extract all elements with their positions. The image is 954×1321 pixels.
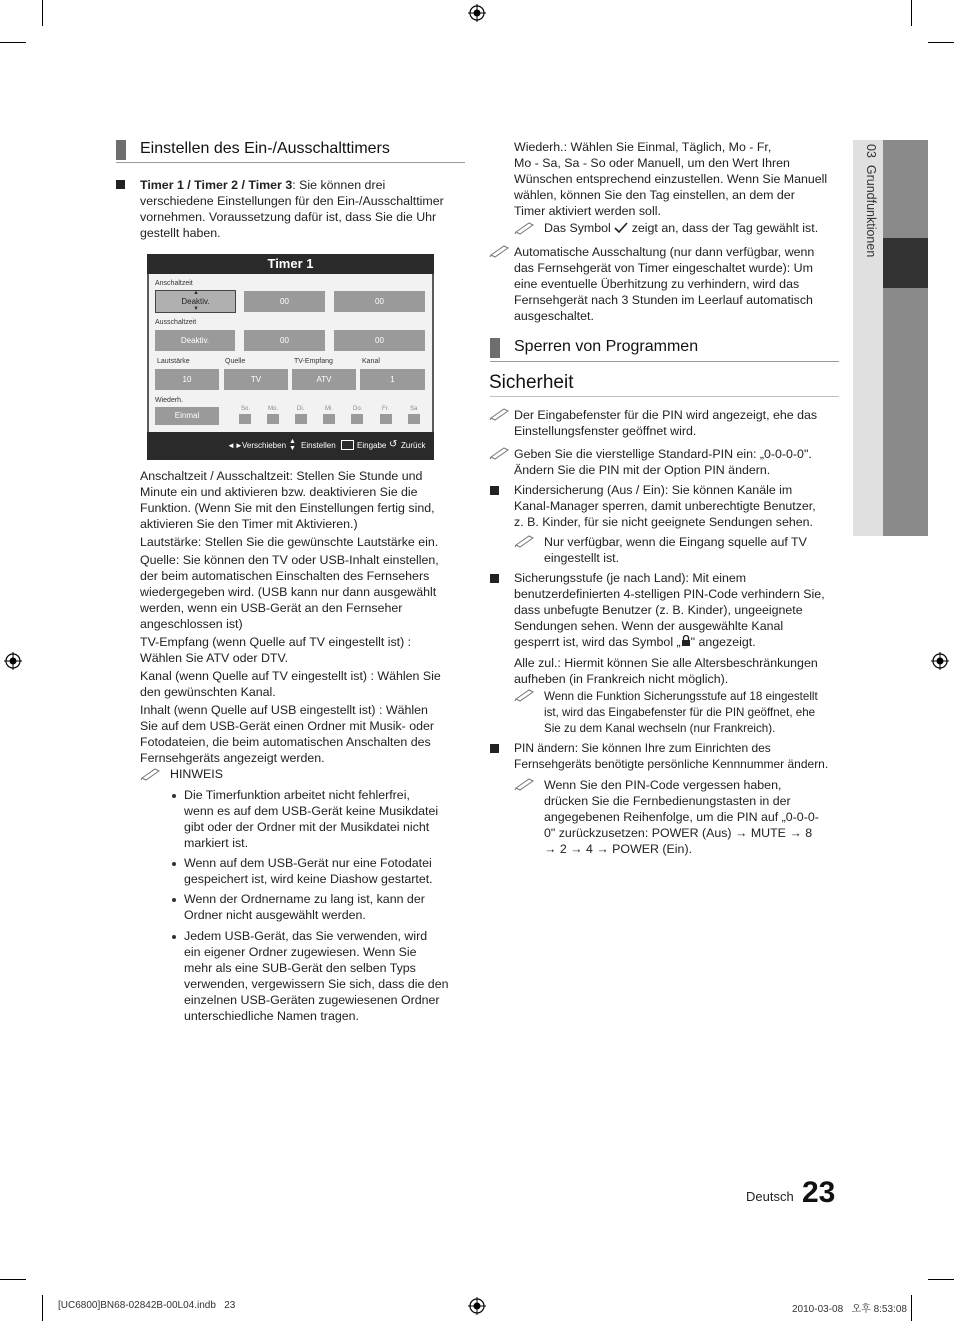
change-pin-item: PIN ändern: Sie können Ihre zum Einrichten des Fernsehgeräts benötigte persönliche Kennnummer ändern. — [514, 741, 829, 771]
channel-field[interactable]: 1 — [360, 369, 425, 390]
note-item: Die Timerfunktion arbeitet nicht fehlerfrei, wenn es auf dem USB-Gerät keine Musikdatei gibt oder der Ordner mit der Musikdatei nicht markiert ist. — [184, 788, 439, 850]
arrow-down-icon: ▼ — [193, 306, 199, 312]
hinweis-label: HINWEIS — [170, 767, 224, 781]
day-checkbox[interactable] — [351, 414, 363, 424]
bullet-dot-icon — [172, 935, 176, 939]
footer-language: Deutsch — [746, 1189, 794, 1204]
crop-mark — [0, 1279, 26, 1280]
screen-body: Anschaltzeit Deaktiv. ▲ ▼ 00 00 Ausschaltzeit Deaktiv. 00 00 Lautstärke Quelle TV-Empfang Kanal 10 TV ATV 1 Wiederh. Einmal So. Mo. Di. Mi. Do. Fr. Sa — [149, 274, 432, 432]
note-pencil-icon — [489, 444, 511, 460]
crop-mark — [911, 0, 912, 26]
on-state-select[interactable]: Deaktiv. ▲ ▼ — [155, 290, 236, 313]
crop-mark — [928, 42, 954, 43]
timer-intro: Timer 1 / Timer 2 / Timer 3: Sie können drei verschiedene Einstellungen für den Ein-/Ausschalttimer vornehmen. Voraussetzung dafür ist, dass Sie die Uhr gestellt haben. — [140, 178, 444, 240]
timer-screen — [147, 254, 434, 460]
note-pencil-icon — [140, 765, 162, 781]
child-lock-item: Kindersicherung (Aus / Ein): Sie können Kanäle im Kanal-Manager sperren, damit unberechtigte Benutzer, z. B. Kinder, für sie nicht geeignete Sendungen sehen. — [514, 483, 816, 529]
bullet-square-icon — [116, 180, 125, 189]
section-heading-lock: Sperren von Programmen — [514, 338, 699, 355]
day-checkbox[interactable] — [239, 414, 251, 424]
arrow-up-icon: ▲ — [193, 290, 199, 296]
enter-icon — [341, 440, 354, 450]
day-checkbox[interactable] — [295, 414, 307, 424]
note-pencil-icon — [514, 219, 536, 235]
off-state-select[interactable]: Deaktiv. — [155, 330, 235, 351]
print-file-info: [UC6800]BN68-02842B-00L04.indb 23 — [58, 1300, 236, 1311]
day-checkbox[interactable] — [380, 414, 392, 424]
registration-mark-icon — [468, 1297, 486, 1315]
print-date-info: 2010-03-08 오후 8:53:08 — [792, 1304, 907, 1315]
day-checkbox[interactable] — [408, 414, 420, 424]
crop-mark — [42, 0, 43, 26]
lock-icon — [681, 635, 691, 647]
registration-mark-icon — [468, 4, 486, 22]
section-marker — [116, 140, 126, 160]
forgot-pin-note: Wenn Sie den PIN-Code vergessen haben, drücken Sie die Fernbedienungstasten in der angegebenen Reihenfolge, um die PIN auf „0-0-0- 0" zurückzusetzen: POWER (Aus) → MUTE → 8 → 2 → 4 → POWER (Ein). — [544, 778, 819, 856]
off-hour-field[interactable]: 00 — [244, 330, 325, 351]
on-hour-field[interactable]: 00 — [244, 291, 325, 312]
bullet-dot-icon — [172, 794, 176, 798]
section-heading-security: Sicherheit — [489, 372, 574, 393]
checkmark-icon — [614, 222, 628, 233]
timer-settings-description: Anschaltzeit / Ausschaltzeit: Stellen Sie Stunde und Minute ein und aktivieren bzw. deaktivieren Sie die Funktion. (Wenn Sie mit den Einstellungen fertig sind, aktivieren Sie den Timer mit Aktivieren.) Lautstärke: Stellen Sie die gewünschte Lautstärke ein. Quelle: Sie können den TV oder USB-Inhalt einstellen, der beim automatischen Einschalten des Fernsehers wiedergegeben wird. (USB kann nur dann ausgewählt werden, wenn ein USB-Gerät an den Fernseher angeschlossen ist) TV-Empfang (wenn Quelle auf TV eingestellt ist) : Wählen Sie ATV oder DTV. Kanal (wenn Quelle auf TV eingestellt ist) : Wählen Sie den gewünschten Kanal. Inhalt (wenn Quelle auf USB eingestellt ist) : Wählen Sie auf dem USB-Gerät einen Ordner mit Musik- oder Fotodateien, die beim automatischen Anschalten des Fernsehgeräts angezeigt werden. — [140, 469, 441, 765]
section-marker — [490, 338, 500, 358]
crop-mark — [928, 1279, 954, 1280]
timer-lead: Timer 1 / Timer 2 / Timer 3 — [140, 178, 293, 192]
security-level-item: Sicherungsstufe (je nach Land): Mit einem benutzerdefinierten 4-stelligen PIN-Code verhindern Sie, dass unbefugte Benutzer (z. B. Kinder), ungeeignete Sendungen sehen. Wenn der ausgewählte Kanal gesperrt ist, wird das Symbol „ " angezeigt. Alle zul.: Hiermit können Sie alle Altersbeschränkungen aufheben (in Frankreich nicht möglich). — [514, 571, 825, 686]
repeat-description: Wiederh.: Wählen Sie Einmal, Täglich, Mo - Fr, Mo - Sa, Sa - So oder Manuell, um den Wert Ihren Wünschen entsprechend einzustellen. Wenn Sie Manuell wählen, können Sie den Tag einstellen, an dem der Timer aktiviert werden soll. — [514, 140, 828, 218]
default-pin-note: Geben Sie die vierstellige Standard-PIN ein: „0-0-0-0". Ändern Sie die PIN mit der Option PIN ändern. — [514, 447, 812, 477]
note-pencil-icon — [489, 242, 511, 258]
off-minute-field[interactable]: 00 — [334, 330, 425, 351]
on-minute-field[interactable]: 00 — [334, 291, 425, 312]
bullet-square-icon — [490, 486, 499, 495]
section-rule — [490, 396, 839, 397]
source-field[interactable]: TV — [224, 369, 288, 390]
checkmark-note: Das Symbol zeigt an, dass der Tag gewählt ist. — [544, 221, 819, 235]
section-rule — [490, 361, 839, 362]
bullet-square-icon — [490, 744, 499, 753]
note-item: Wenn auf dem USB-Gerät nur eine Fotodatei gespeichert ist, wird keine Diashow gestartet. — [184, 856, 433, 886]
security-level-note: Wenn die Funktion Sicherungsstufe auf 18 eingestellt ist, wird das Eingabefenster für die PIN geöffnet, ehe Sie zu dem Kanal wechseln (nur Frankreich). — [544, 690, 818, 735]
day-checkbox[interactable] — [323, 414, 335, 424]
repeat-field[interactable]: Einmal — [155, 407, 219, 425]
note-item: Wenn der Ordnername zu lang ist, kann der Ordner nicht ausgewählt werden. — [184, 892, 425, 922]
bullet-dot-icon — [172, 898, 176, 902]
note-pencil-icon — [514, 532, 536, 548]
screen-footer: ◄► Verschieben ▲ ▼ Einstellen Eingabe ↺ Zurück — [147, 432, 434, 460]
chapter-number: 03 — [864, 144, 878, 158]
crop-mark — [911, 1295, 912, 1321]
bullet-square-icon — [490, 574, 499, 583]
chapter-title: Grundfunktionen — [864, 164, 878, 258]
note-item: Jedem USB-Gerät, das Sie verwenden, wird ein eigener Ordner zugewiesen. Wenn Sie mehr als eine SUB-Gerät den selben Typs verwenden, vergewissern Sie sich, dass die den einzelnen USB-Geräten zugewiesenen Ordner unterschiedliche Namen tragen. — [184, 929, 449, 1023]
day-checkbox[interactable] — [267, 414, 279, 424]
crop-mark — [0, 42, 26, 43]
reception-field[interactable]: ATV — [292, 369, 356, 390]
auto-off-note: Automatische Ausschaltung (nur dann verfügbar, wenn das Fernsehgerät von Timer eingeschaltet wurde): Um eine eventuelle Überhitzung zu verhindern, wird das Fernsehgerät nach 3 Stunden im Leerlauf automatisch ausgeschaltet. — [514, 245, 815, 323]
up-down-arrow-icon: ▲ ▼ — [289, 438, 296, 452]
section-rule — [116, 162, 465, 163]
note-pencil-icon — [514, 775, 536, 791]
registration-mark-icon — [931, 652, 949, 670]
note-pencil-icon — [514, 686, 536, 702]
return-icon: ↺ — [389, 439, 398, 450]
volume-field[interactable]: 10 — [155, 369, 219, 390]
crop-mark — [42, 1295, 43, 1321]
chapter-sidebar — [853, 140, 928, 536]
page-number: 23 — [802, 1176, 836, 1209]
screen-title: Timer 1 — [147, 254, 434, 274]
section-heading-timer: Einstellen des Ein-/Ausschalttimers — [140, 140, 390, 157]
left-right-arrow-icon: ◄► — [227, 441, 243, 450]
pin-window-note: Der Eingabefenster für die PIN wird angezeigt, ehe das Einstellungsfenster geöffnet wird. — [514, 408, 818, 438]
child-lock-note: Nur verfügbar, wenn die Eingang squelle auf TV eingestellt ist. — [544, 535, 807, 565]
registration-mark-icon — [4, 652, 22, 670]
bullet-dot-icon — [172, 862, 176, 866]
note-pencil-icon — [489, 405, 511, 421]
